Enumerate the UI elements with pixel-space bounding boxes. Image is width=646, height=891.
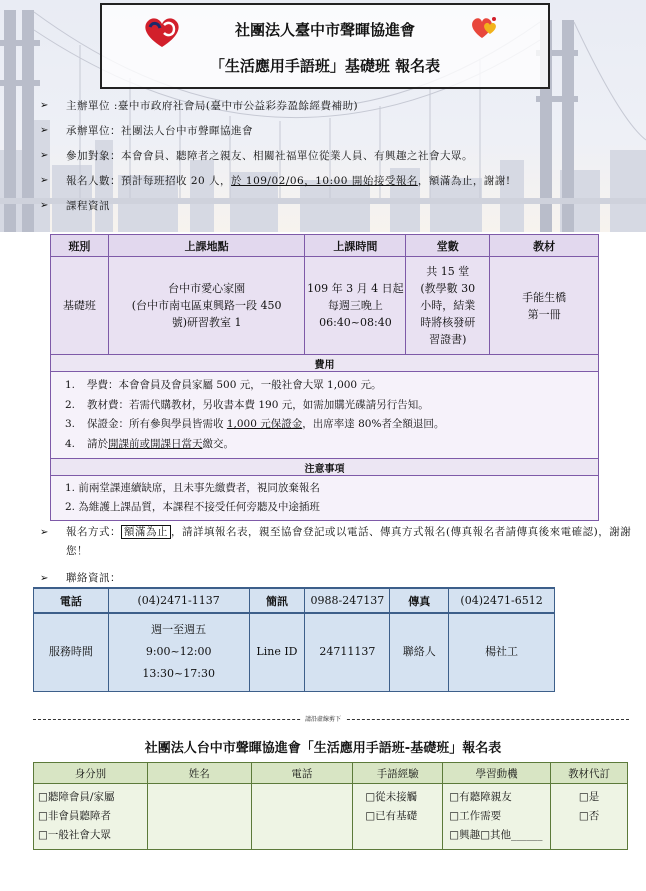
enrollment-date: 於 109/02/06，10:00 開始接受報名 <box>231 175 418 187</box>
identity-option-public[interactable]: □一般社會大眾 <box>38 829 111 841</box>
fee-item: 1. 學費：本會會員及會員家屬 500 元，一般社會大眾 1,000 元。 <box>65 379 382 391</box>
notes-title: 注意事項 <box>51 459 599 476</box>
registration-form-table <box>33 762 628 850</box>
contact-table <box>33 587 555 692</box>
motivation-options <box>443 784 551 850</box>
fax-number: (04)2471-6512 <box>449 588 555 613</box>
fee-title-row <box>51 355 599 372</box>
header-location: 上課地點 <box>108 235 305 257</box>
note-item: 2. 為維護上課品質，本課程不接受任何旁聽及中途插班 <box>65 501 320 513</box>
info-list <box>40 97 640 222</box>
signup-method: ➢ 報名方式： 額滿為止 ，請詳填報名表，親至協會登記或以電話、傳真方式報名(傳真報名者請傳真後來電確認)，謝謝您！ <box>40 523 640 561</box>
header-class: 班別 <box>51 235 109 257</box>
contact-person: 楊社工 <box>449 613 555 691</box>
identity-option-nonmember[interactable]: □非會員聽障者 <box>38 810 111 822</box>
arrow-bullet-icon: ➢ <box>40 175 49 186</box>
arrow-bullet-icon: ➢ <box>40 150 49 161</box>
info-course: ➢ 課程資訊 <box>40 197 640 222</box>
contact-row-2 <box>34 613 555 691</box>
fee-list <box>51 372 599 459</box>
class-time: 109 年 3 月 4 日起 每週三晚上 06:40~08:40 <box>305 257 406 355</box>
info-organizer: ➢ 主辦單位 :臺中市政府社會局(臺中市公益彩券盈餘經費補助) <box>40 97 640 122</box>
material-option-no[interactable]: □否 <box>578 810 600 822</box>
form-header-row <box>34 763 628 784</box>
identity-option-member[interactable]: □聽障會員/家屬 <box>38 791 115 803</box>
arrow-bullet-icon: ➢ <box>40 200 49 211</box>
note-item: 1. 前兩堂課連續缺席，且未事先繳費者，視同放棄報名 <box>65 482 320 494</box>
info-enrollment: ➢ 報名人數：預計每班招收 20 人，於 109/02/06，10:00 開始接受報名，額滿為止，謝謝! <box>40 172 640 197</box>
phone-label: 電話 <box>34 588 109 613</box>
form-entry-row <box>34 784 628 850</box>
motivation-option-work[interactable]: □工作需要 <box>449 810 502 822</box>
hearts-emblem-icon <box>470 14 500 42</box>
course-row <box>51 257 599 355</box>
phone-field[interactable] <box>251 784 353 850</box>
line-id-label: Line ID <box>249 613 305 691</box>
form-title: 社團法人台中市聲暉協進會「生活應用手語班-基礎班」報名表 <box>144 741 502 756</box>
fee-item: 2. 教材費：若需代購教材，另收書本費 190 元，如需加購光碟請另行告知。 <box>65 398 429 411</box>
motivation-option-interest-other[interactable]: □興趣□其他______ <box>449 829 543 841</box>
fee-row <box>51 372 599 459</box>
experience-option-none[interactable]: □從未接觸 <box>365 791 418 803</box>
sms-label: 簡訊 <box>249 588 305 613</box>
line-id: 24711137 <box>305 613 390 691</box>
contact-info-label: ➢ 聯絡資訊： <box>40 569 640 588</box>
full-notice: 額滿為止 <box>121 525 171 539</box>
header-time: 上課時間 <box>305 235 406 257</box>
material-order-options <box>551 784 628 850</box>
header-sessions: 堂數 <box>406 235 490 257</box>
header-title-line1: 社團法人臺中市聲暉協進會 <box>234 21 415 39</box>
arrow-bullet-icon: ➢ <box>40 125 49 136</box>
signup-list <box>40 523 640 588</box>
arrow-bullet-icon: ➢ <box>40 100 49 111</box>
header-name: 姓名 <box>147 763 251 784</box>
header-material: 教材 <box>490 235 599 257</box>
hours-label: 服務時間 <box>34 613 109 691</box>
notes-title-row <box>51 459 599 476</box>
notes-row <box>51 476 599 521</box>
material-option-yes[interactable]: □是 <box>578 791 600 803</box>
header-experience: 手語經驗 <box>353 763 443 784</box>
contact-row-1 <box>34 588 555 613</box>
header-phone: 電話 <box>251 763 353 784</box>
name-field[interactable] <box>147 784 251 850</box>
course-header-row <box>51 235 599 257</box>
header-box <box>100 3 550 89</box>
fee-title: 費用 <box>51 355 599 372</box>
experience-option-basic[interactable]: □已有基礎 <box>365 810 418 822</box>
info-contractor: ➢ 承辦單位：社團法人台中市聲暉協進會 <box>40 122 640 147</box>
header-identity: 身分別 <box>34 763 148 784</box>
class-name: 基礎班 <box>51 257 109 355</box>
contact-person-label: 聯絡人 <box>390 613 449 691</box>
arrow-bullet-icon: ➢ <box>40 573 49 584</box>
fee-item: 4. 請於開課前或開課日當天繳交。 <box>65 437 234 450</box>
fee-item: 3. 保證金：所有參與學員皆需收 1,000 元保證金，出席率達 80%者全額退回。 <box>65 418 445 430</box>
arrow-bullet-icon: ➢ <box>40 527 49 538</box>
header-title-line2: 「生活應用手語班」基礎班 報名表 <box>209 57 441 75</box>
identity-options <box>34 784 148 850</box>
service-hours: 週一至週五 9:00~12:00 13:30~17:30 <box>108 613 249 691</box>
header-motivation: 學習動機 <box>443 763 551 784</box>
phone-number: (04)2471-1137 <box>108 588 249 613</box>
info-audience: ➢ 參加對象：本會會員、聽障者之親友、相關社福單位從業人員、有興趣之社會大眾。 <box>40 147 640 172</box>
location: 台中市愛心家園 (台中市南屯區東興路一段 450 號)研習教室 1 <box>108 257 305 355</box>
notes-list <box>51 476 599 521</box>
header-material-order: 教材代訂 <box>551 763 628 784</box>
material: 手能生橋 第一冊 <box>490 257 599 355</box>
sms-number: 0988-247137 <box>305 588 390 613</box>
motivation-option-family[interactable]: □有聽障親友 <box>449 791 512 803</box>
cut-label: 請沿虛線剪下 <box>0 714 646 723</box>
course-table <box>50 234 599 521</box>
experience-options <box>353 784 443 850</box>
session-count: 共 15 堂 (教學數 30 小時，結業 時將核發研 習證書) <box>406 257 490 355</box>
fax-label: 傳真 <box>390 588 449 613</box>
